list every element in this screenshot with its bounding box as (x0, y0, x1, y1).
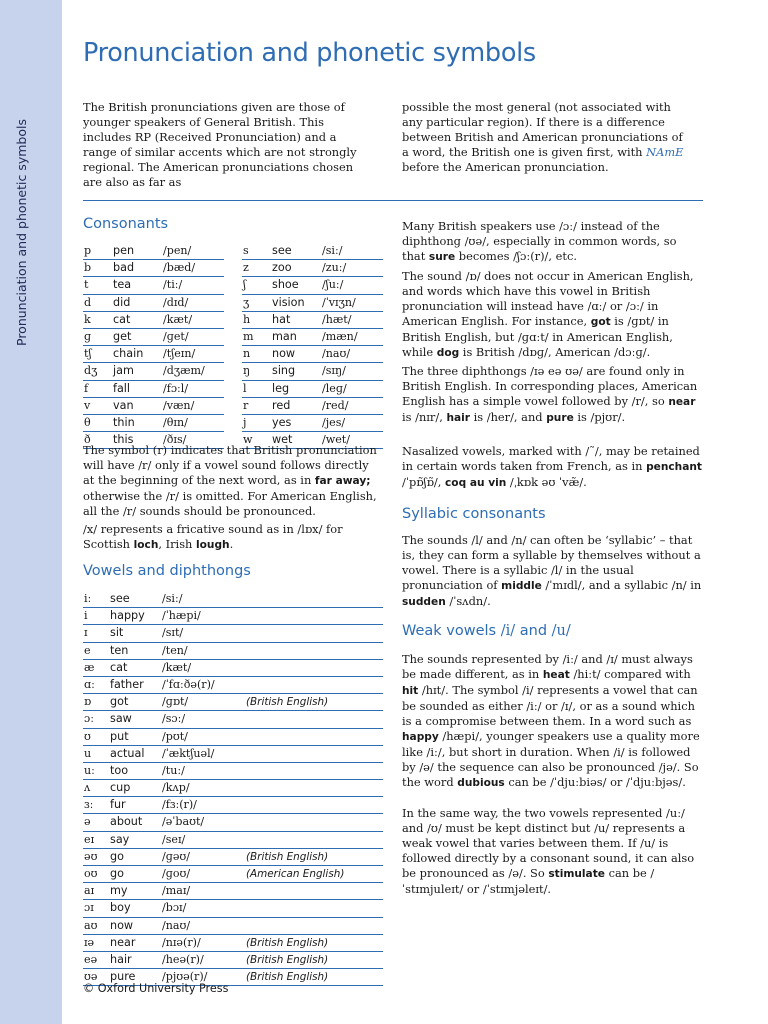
word-cell: this (113, 433, 134, 447)
table-row (83, 900, 383, 917)
para-text: /hiːt/ compared with (569, 667, 691, 681)
sure-example: sure (428, 251, 456, 263)
pronunciation-cell: /jes/ (322, 415, 346, 429)
para-text: can be /ˈdjuːbiəs/ or /ˈdjuːbjəs/. (504, 775, 686, 789)
coq-au-vin-example: coq au vin (445, 477, 507, 489)
para-text: The sounds /l/ and /n/ can often be ‘syllabic’ – that is, they can form a syllable by themselves without a vowel. There is a syllabic /l/ in the usual pronunciation of (402, 533, 701, 592)
intro-left: The British pronunciations given are those of younger speakers of General British. This includes RP (Received Pronunciation) and a range of similar accents which are not strongly regional. The American pronunciations chosen are also as far as (83, 100, 357, 189)
symbol-cell: æ (84, 660, 95, 674)
symbol-cell: w (243, 433, 253, 447)
table-row (83, 677, 383, 694)
table-row (83, 866, 383, 883)
table-row (83, 832, 383, 849)
word-cell: hair (110, 952, 132, 966)
pronunciation-cell: /kæt/ (163, 312, 193, 326)
word-cell: man (272, 329, 297, 343)
weak-vowels-heading (402, 623, 571, 639)
para-text: /ˌkɒk əʊ ˈvæ̃/. (506, 475, 587, 489)
pronunciation-cell: /wet/ (322, 433, 350, 447)
pronunciation-cell: /θɪn/ (163, 415, 188, 429)
pronunciation-cell: /tʃeɪn/ (163, 347, 196, 361)
pronunciation-cell: /tiː/ (163, 278, 183, 292)
pronunciation-cell: /ɡɒt/ (162, 695, 189, 709)
word-cell: my (110, 884, 128, 898)
pronunciation-cell: /ɡoʊ/ (162, 867, 191, 880)
word-cell: now (110, 918, 134, 932)
section-divider (83, 200, 703, 201)
vowels-table (83, 591, 383, 986)
para-text: is /nɪr/, (402, 410, 447, 424)
symbol-cell: u (84, 746, 92, 760)
table-row (83, 398, 224, 415)
symbol-cell: m (243, 329, 254, 343)
table-row (83, 591, 383, 608)
table-row (242, 346, 383, 363)
symbol-cell: l (243, 381, 247, 395)
note-cell: (British English) (246, 850, 329, 863)
heading-text: and (515, 623, 552, 639)
word-cell: cup (110, 781, 131, 795)
word-cell: too (110, 763, 129, 777)
heading-symbol-u: /u/ (551, 623, 571, 639)
symbol-cell: k (84, 312, 91, 326)
pronunciation-cell: /ʃuː/ (322, 278, 344, 292)
pronunciation-cell: /hæt/ (322, 312, 352, 326)
consonants-table-left (83, 243, 224, 449)
symbol-cell: uː (84, 763, 95, 777)
symbol-cell: ɔɪ (84, 901, 94, 915)
symbol-cell: h (243, 312, 251, 326)
pronunciation-cell: /siː/ (322, 244, 343, 257)
pronunciation-cell: /tuː/ (162, 763, 185, 777)
pronunciation-cell: /fɔːl/ (163, 381, 189, 395)
symbol-cell: t (84, 278, 89, 292)
symbol-cell: θ (84, 415, 91, 429)
far-away-example: far away; (314, 475, 371, 487)
pronunciation-cell: /pjʊə(r)/ (162, 970, 208, 984)
para-text: is British /dɒɡ/, American /dɔːɡ/. (459, 345, 651, 359)
symbol-cell: aɪ (84, 884, 95, 898)
table-row (242, 295, 383, 312)
pronunciation-cell: /bæd/ (163, 261, 196, 275)
pronunciation-cell: /leɡ/ (322, 381, 347, 395)
word-cell: see (110, 592, 130, 605)
para-text: /ˈmɪdl/, and a syllabic /n/ in (541, 578, 702, 592)
pronunciation-cell: /siː/ (162, 592, 183, 605)
symbol-cell: b (84, 261, 92, 275)
symbol-cell: d (84, 295, 92, 309)
word-cell: sing (272, 364, 296, 378)
pronunciation-cell: /væn/ (163, 398, 195, 412)
paragraph-nasalized (402, 444, 702, 491)
para-text: In the same way, the two vowels represented /uː/ and /ʊ/ must be kept distinct but /u/ represents a weak vowel that varies between them. If /u/ is followed directly by a consonant sound, it can also be pronounced as /ə/. So (402, 806, 695, 880)
symbol-cell: e (84, 643, 91, 657)
pronunciation-cell: /heə(r)/ (162, 952, 204, 966)
symbol-cell: ə (84, 815, 91, 829)
symbol-cell: p (84, 244, 92, 257)
para-text: can be /ˈstɪmjuleɪt/ or /ˈstɪmjəleɪt/. (402, 866, 655, 896)
word-cell: about (110, 815, 143, 829)
symbol-cell: əʊ (84, 849, 98, 863)
paragraph-weak-i (402, 652, 702, 791)
symbol-cell: v (84, 398, 91, 412)
heading-symbol-i: /i/ (500, 623, 516, 639)
dog-example: dog (436, 347, 460, 359)
fricative-note-text: /x/ represents a fricative sound as in /lɒx/ for Scottish (83, 522, 343, 551)
note-cell: (British English) (246, 936, 329, 949)
symbol-cell: aʊ (84, 918, 98, 932)
pure-example: pure (546, 412, 574, 424)
note-cell: (British English) (246, 953, 329, 966)
pronunciation-cell: /sɪŋ/ (322, 364, 346, 378)
para-text: is /her/, and (470, 410, 547, 424)
pronunciation-cell: /kæt/ (162, 660, 192, 674)
para-text: The sounds represented by /iː/ and /ɪ/ must always be made different, as in (402, 652, 693, 681)
symbol-cell: eə (84, 952, 98, 966)
pronunciation-cell: /zuː/ (322, 261, 347, 275)
word-cell: got (110, 695, 129, 709)
fricative-note-mid: , Irish (158, 537, 197, 551)
symbol-cell: ɪə (84, 935, 95, 949)
table-row (242, 312, 383, 329)
pronunciation-cell: /red/ (322, 398, 349, 412)
pronunciation-cell: /pʊt/ (162, 729, 188, 743)
pronunciation-cell: /dɪd/ (163, 295, 189, 309)
intro-right-end: before the American pronunciation. (402, 160, 609, 174)
got-example: got (590, 316, 611, 328)
symbol-cell: ɜː (84, 798, 94, 812)
para-text: /hæpi/, younger speakers use a quality more like /iː/, but short in duration. When /i/ is followed by /ə/ the sequence can also be pronounced /jə/. So the word (402, 729, 700, 789)
word-cell: tea (113, 278, 132, 292)
table-row (83, 763, 383, 780)
word-cell: leg (272, 381, 290, 395)
pronunciation-cell: /naʊ/ (322, 347, 351, 361)
near-example: near (668, 396, 696, 408)
note-cell: (British English) (246, 696, 329, 709)
intro-right-text: possible the most general (not associated with any particular region). If there is a difference between British and American pronunciations of a word, the British one is given first, with (402, 100, 683, 159)
loch-example: loch (133, 539, 159, 551)
table-row (83, 746, 383, 763)
copyright-footer: © Oxford University Press (83, 982, 229, 995)
word-cell: chain (113, 347, 144, 361)
table-row (242, 329, 383, 346)
para-text: is /pjʊr/. (573, 410, 626, 424)
pronunciation-cell: /ˈvɪʒn/ (322, 295, 356, 309)
word-cell: go (110, 849, 124, 863)
table-row (83, 346, 224, 363)
table-row (83, 243, 224, 260)
table-row (83, 381, 224, 398)
pronunciation-cell: /dʒæm/ (163, 364, 205, 378)
happy-example: happy (402, 731, 439, 743)
word-cell: yes (272, 415, 292, 429)
symbol-r-note-end: otherwise the /r/ is omitted. For American English, all the /r/ sounds should be pronounced. (83, 489, 377, 518)
consonants-heading: Consonants (83, 216, 169, 232)
symbol-cell: tʃ (84, 347, 92, 361)
table-row (83, 814, 383, 831)
table-row (242, 260, 383, 277)
word-cell: zoo (272, 261, 292, 275)
symbol-cell: dʒ (84, 364, 98, 378)
symbol-cell: ʊə (84, 970, 98, 984)
para-text: becomes /ʃɔː(r)/, etc. (455, 249, 577, 263)
word-cell: vision (272, 295, 305, 309)
table-row (83, 883, 383, 900)
word-cell: fall (113, 381, 131, 395)
table-row (83, 625, 383, 642)
word-cell: say (110, 832, 130, 846)
symbol-cell: i (84, 609, 88, 623)
word-cell: hat (272, 312, 291, 326)
symbol-cell: z (243, 261, 249, 275)
pronunciation-cell: /ɡəʊ/ (162, 849, 191, 863)
symbol-cell: ɡ (84, 329, 92, 343)
paragraph-got-dog (402, 269, 702, 361)
note-cell: (British English) (246, 971, 329, 984)
name-label: NAmE (646, 145, 684, 159)
table-row (83, 643, 383, 660)
paragraph-syllabic (402, 533, 702, 610)
table-row (242, 398, 383, 415)
paragraph-weak-u (402, 806, 702, 897)
pronunciation-cell: /ten/ (162, 643, 188, 657)
pronunciation-cell: /nɪə(r)/ (162, 935, 201, 949)
heat-example: heat (542, 669, 570, 681)
table-row (242, 277, 383, 294)
lough-example: lough (196, 539, 230, 551)
word-cell: bad (113, 261, 135, 275)
word-cell: red (272, 398, 291, 412)
table-row (83, 711, 383, 728)
table-row (242, 381, 383, 398)
word-cell: wet (272, 433, 293, 447)
fricative-note-end: . (229, 537, 234, 551)
word-cell: now (272, 347, 296, 361)
para-text: Nasalized vowels, marked with /˜/, may be retained in certain words taken from French, as in (402, 444, 700, 473)
word-cell: thin (113, 415, 135, 429)
table-row (83, 935, 383, 952)
word-cell: van (113, 398, 134, 412)
pronunciation-cell: /ˈæktʃuəl/ (162, 746, 215, 760)
vowels-heading: Vowels and diphthongs (83, 563, 251, 579)
word-cell: cat (113, 312, 131, 326)
word-cell: cat (110, 660, 128, 674)
middle-example: middle (501, 580, 542, 592)
consonants-table-right (242, 243, 383, 449)
pronunciation-cell: /kʌp/ (162, 781, 190, 795)
note-cell: (American English) (246, 868, 345, 880)
table-row (83, 780, 383, 797)
para-text: /ˈpɒ̃ʃɒ̃/, (402, 475, 446, 489)
para-text: is /ɡɒt/ in British English, but /ɡɑːt/ in American English, while (402, 314, 673, 359)
word-cell: shoe (272, 278, 299, 292)
word-cell: pen (113, 244, 135, 257)
pronunciation-cell: /mæn/ (322, 329, 358, 343)
table-row (83, 329, 224, 346)
table-row (83, 797, 383, 814)
symbol-cell: f (84, 381, 89, 395)
symbol-cell: iː (84, 592, 92, 605)
symbol-cell: n (243, 347, 251, 361)
word-cell: ten (110, 643, 129, 657)
para-text: /hɪt/. The symbol /i/ represents a vowel that can be sounded as either /iː/ or /ɪ/, or as a sound which is a compromise between them. In a word such as (402, 683, 698, 728)
word-cell: put (110, 729, 129, 743)
symbol-cell: ɒ (84, 695, 92, 709)
pronunciation-cell: /maɪ/ (162, 884, 191, 898)
symbol-cell: ʒ (243, 295, 250, 309)
word-cell: actual (110, 746, 145, 760)
word-cell: happy (110, 609, 145, 623)
word-cell: saw (110, 712, 132, 726)
word-cell: fur (110, 798, 126, 812)
hit-example: hit (402, 685, 419, 697)
sidebar-band (0, 0, 62, 1024)
word-cell: boy (110, 901, 131, 915)
sidebar-title: Pronunciation and phonetic symbols (14, 118, 29, 346)
word-cell: near (110, 935, 136, 949)
word-cell: father (110, 677, 144, 691)
table-row (83, 415, 224, 432)
sudden-example: sudden (402, 596, 446, 608)
symbol-cell: ŋ (243, 364, 251, 378)
penchant-example: penchant (646, 461, 702, 473)
table-row (83, 918, 383, 935)
table-row (242, 363, 383, 380)
table-row (83, 363, 224, 380)
pronunciation-cell: /fɜː(r)/ (162, 798, 197, 812)
table-row (83, 729, 383, 746)
word-cell: get (113, 329, 132, 343)
table-row (83, 260, 224, 277)
para-text: The sound /ɒ/ does not occur in American English, and words which have this vowel in British pronunciation will instead have /ɑː/ or /ɔː/ in American English. For instance, (402, 269, 694, 328)
word-cell: go (110, 867, 124, 880)
stimulate-example: stimulate (548, 868, 605, 880)
fricative-note (83, 522, 383, 553)
word-cell: sit (110, 626, 124, 640)
symbol-r-note-text: The symbol (r) indicates that British pronunciation will have /r/ only if a vowel sound follows directly at the beginning of the next word, as in (83, 443, 377, 487)
word-cell: did (113, 295, 131, 309)
word-cell: pure (110, 970, 136, 984)
pronunciation-cell: /ˈhæpi/ (162, 609, 201, 623)
dubious-example: dubious (457, 777, 505, 789)
paragraph-diphthongs (402, 364, 702, 426)
symbol-cell: ʊ (84, 729, 91, 743)
symbol-cell: ɪ (84, 626, 88, 640)
symbol-cell: ʌ (84, 781, 91, 795)
page-title: Pronunciation and phonetic symbols (83, 38, 536, 68)
symbol-cell: eɪ (84, 832, 95, 846)
table-row (83, 952, 383, 969)
pronunciation-cell: /sɪt/ (162, 626, 184, 640)
pronunciation-cell: /naʊ/ (162, 918, 191, 932)
table-row (83, 608, 383, 625)
table-row (83, 694, 383, 711)
symbol-cell: ɑː (84, 677, 95, 691)
syllabic-heading: Syllabic consonants (402, 506, 546, 522)
symbol-cell: s (243, 244, 249, 257)
intro-right (402, 100, 692, 175)
word-cell: jam (113, 364, 134, 378)
pronunciation-cell: /pen/ (163, 244, 192, 257)
pronunciation-cell: /ˈfɑːðə(r)/ (162, 677, 215, 691)
heading-text: Weak vowels (402, 623, 501, 639)
table-row (83, 849, 383, 866)
word-cell: see (272, 244, 292, 257)
paragraph-sure (402, 219, 702, 265)
table-row (83, 660, 383, 677)
table-row (242, 415, 383, 432)
pronunciation-cell: /seɪ/ (162, 832, 186, 846)
hair-example: hair (446, 412, 470, 424)
symbol-cell: r (243, 398, 249, 412)
pronunciation-cell: /ðɪs/ (163, 433, 187, 447)
para-text: The three diphthongs /ɪə eə ʊə/ are found only in British English. In corresponding places, American English has a simple vowel followed by /r/, so (402, 364, 698, 408)
pronunciation-cell: /ɡet/ (163, 329, 189, 343)
pronunciation-cell: /sɔː/ (162, 712, 186, 726)
table-row (242, 243, 383, 260)
symbol-cell: j (243, 415, 247, 429)
symbol-cell: ɔː (84, 712, 94, 726)
para-text: Many British speakers use /ɔː/ instead of the diphthong /ʊə/, especially in common words, so that (402, 219, 677, 263)
symbol-cell: ʃ (243, 278, 247, 292)
symbol-r-note (83, 443, 383, 519)
table-row (83, 295, 224, 312)
table-row (83, 312, 224, 329)
pronunciation-cell: /bɔɪ/ (162, 901, 187, 915)
symbol-cell: oʊ (84, 867, 98, 880)
symbol-cell: ð (84, 433, 91, 447)
table-row (83, 277, 224, 294)
para-text: /ˈsʌdn/. (445, 594, 491, 608)
pronunciation-cell: /əˈbaʊt/ (162, 815, 205, 829)
